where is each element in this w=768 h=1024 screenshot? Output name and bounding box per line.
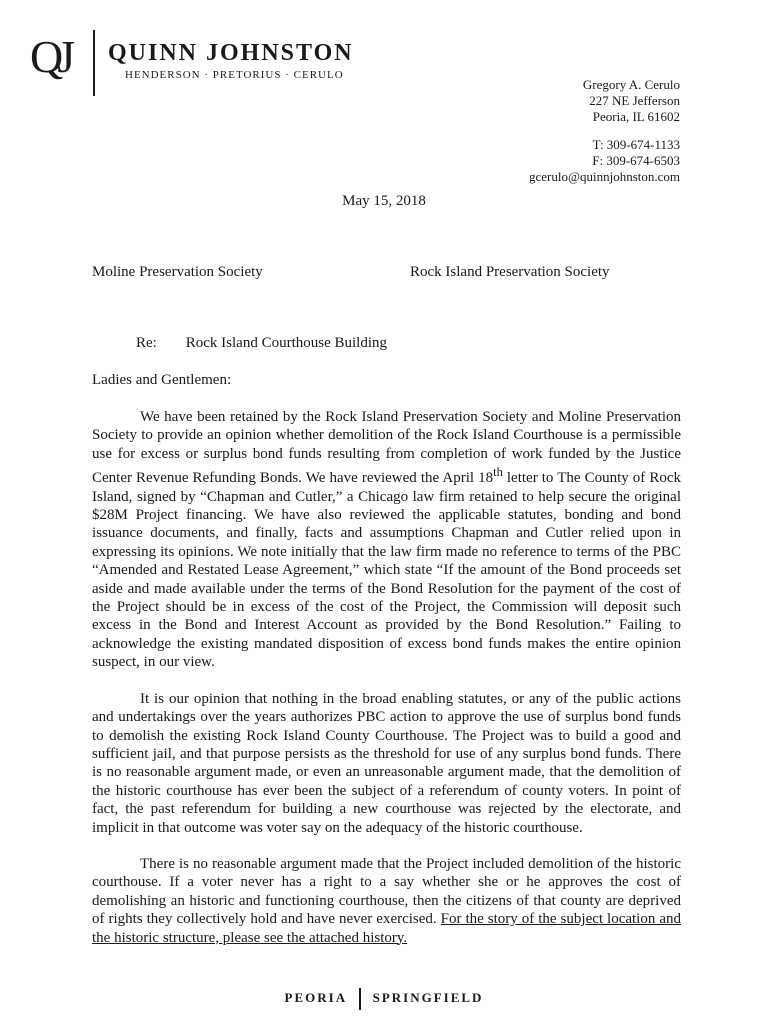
re-label: Re: [136,335,157,351]
sender-city: Peoria, IL 61602 [592,109,680,124]
firm-partners: HENDERSON · PRETORIUS · CERULO [125,69,344,81]
sender-block [440,77,680,185]
attached-history-reference: For the story of the subject location and the historic structure, please see the attached history. [92,911,681,946]
paragraph-1-superscript: th [493,465,503,480]
sender-gap [440,125,680,137]
footer-peoria: PEORIA [284,989,348,1005]
sender-fax: F: 309-674-6503 [592,153,680,168]
re-line [136,335,387,352]
paragraph-1-part-b: letter to The County of Rock Island, signed by “Chapman and Cutler,” a Chicago law firm retained to help secure the original $28M Project financing. We have also reviewed the applicable statutes, bonding and bond issuance documents, and finally, facts and assumptions Chapman and Cutler relied upon in expressing its opinions. We note initially that the law firm made no reference to terms of the PBC “Amended and Restated Lease Agreement,” which state “If the amount of the Bond proceeds set aside and made available under the terms of the Bond Resolution for the payment of the cost of the Project should be in excess of the cost of the Project, the Commission will deposit such excess in the Bond and Interest Account as provided by the Bond Resolution.” Failing to acknowledge the existing mandated disposition of excess bond funds makes the entire opinion suspect, in our view. [92,470,681,671]
footer-springfield: SPRINGFIELD [372,989,484,1005]
recipient-moline: Moline Preservation Society [92,264,263,280]
sender-street: 227 NE Jefferson [589,93,680,108]
letter-body [92,408,681,965]
paragraph-3-text: There is no reasonable argument made that the Project included demolition of the historic courthouse. If a voter never has a right to a say whether she or he approves the cost of demolishing an historic and functioning courthouse, then the citizens of that county are deprived of rights they collectively hold and have never exercised. [92,855,681,928]
sender-name: Gregory A. Cerulo [582,77,680,92]
paragraph-2: It is our opinion that nothing in the broad enabling statutes, or any of the public actions and undertakings over the years authorizes PBC action to approve the use of surplus bond funds to demolish the existing Rock Island County Courthouse. The Project was to build a good and sufficient jail, and that purpose persists as the threshold for use of any surplus bond funds. There is no reasonable argument made, or even an unreasonable argument made, that the demolition of the historic courthouse has ever been the subject of a referendum of county voters. In point of fact, the past referendum for building a new courthouse was rejected by the electorate, and implicit in that outcome was voter say on the adequacy of the historic courthouse. [92,690,681,836]
qj-logo-mark: QJ [30,31,70,82]
sender-email[interactable]: gcerulo@quinnjohnston.com [529,169,680,184]
footer-divider [359,988,361,1010]
re-subject: Rock Island Courthouse Building [185,335,387,351]
paragraph-3 [92,855,681,947]
paragraph-1 [92,408,681,672]
recipient-rock-island: Rock Island Preservation Society [410,264,610,280]
letter-date: May 15, 2018 [342,193,426,209]
firm-name: QUINN JOHNSTON [108,40,354,66]
salutation: Ladies and Gentlemen: [92,372,232,388]
footer-offices [0,988,768,1010]
sender-phone: T: 309-674-1133 [592,137,680,152]
paragraph-1-part-a: We have been retained by the Rock Island Preservation Society and Moline Preservation Society to provide an opinion whether demolition of the Rock Island Courthouse is a permissible use for excess or surplus bond funds resulting from completion of work funded by the Justice Center Revenue Refunding Bonds. We have reviewed the April 18 [92,409,681,487]
logo-divider [93,30,95,96]
